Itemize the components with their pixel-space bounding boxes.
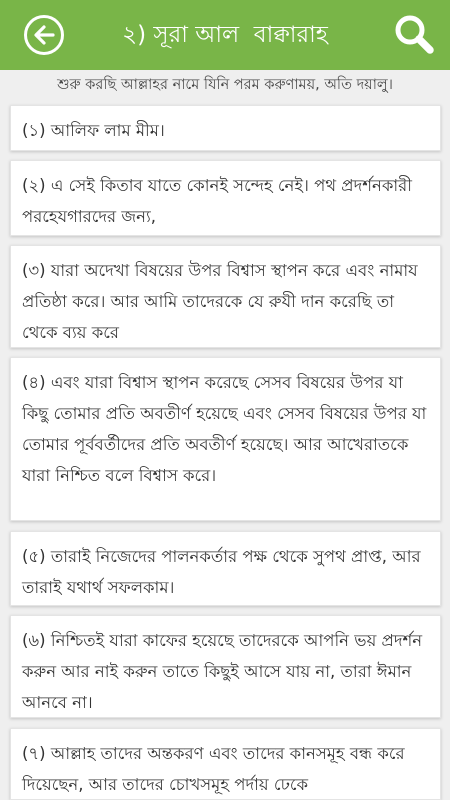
verse-text: (১) আলিফ লাম মীম। <box>22 121 165 140</box>
verse-card[interactable] <box>10 245 441 348</box>
verse-text: (৭) আল্লাহ তাদের অন্তকরণ এবং তাদের কানসমূহ বন্ধ করে দিয়েছেন, আর তাদের চোখসমূহ পর্দায় ঢেকে <box>22 744 405 794</box>
verse-card[interactable] <box>10 160 441 236</box>
verse-card[interactable] <box>10 531 441 606</box>
bismillah-text: শুরু করছি আল্লাহর নামে যিনি পরম করুণাময়, অতি দয়ালু। <box>57 77 393 93</box>
verse-text: (৪) এবং যারা বিশ্বাস স্থাপন করেছে সেসব বিষয়ের উপর যা কিছু তোমার প্রতি অবতীর্ণ হয়েছে এবং সেসব বিষয়ের উপর যা তোমার পূর্ববর্তীদের প্রতি অবতীর্ণ হয়েছে। আর আখেরাতকে যারা নিশ্চিত বলে বিশ্বাস করে। <box>22 373 427 485</box>
verse-text: (৫) তারাই নিজেদের পালনকর্তার পক্ষ থেকে সুপথ প্রাপ্ত, আর তারাই যথার্থ সফলকাম। <box>22 547 421 597</box>
verse-text: (৩) যারা অদেখা বিষয়ের উপর বিশ্বাস স্থাপন করে এবং নামায প্রতিষ্ঠা করে। আর আমি তাদেরকে যে রুযী দান করেছি তা থেকে ব্যয় করে <box>22 261 418 342</box>
verse-card[interactable] <box>10 615 441 718</box>
verse-card[interactable] <box>10 357 441 521</box>
page-title: ২) সূরা আল বাক্বারাহ <box>122 21 328 48</box>
verse-text: (৬) নিশ্চিতই যারা কাফের হয়েছে তাদেরকে আপনি ভয় প্রদর্শন করুন আর নাই করুন তাতে কিছুই আসে যায় না, তারা ঈমান আনবে না। <box>22 631 423 712</box>
verse-text: (২) এ সেই কিতাব যাতে কোনই সন্দেহ নেই। পথ প্রদর্শনকারী পরহেযগারদের জন্য, <box>22 176 412 226</box>
verse-card[interactable] <box>10 105 441 151</box>
verse-card[interactable] <box>10 728 441 800</box>
